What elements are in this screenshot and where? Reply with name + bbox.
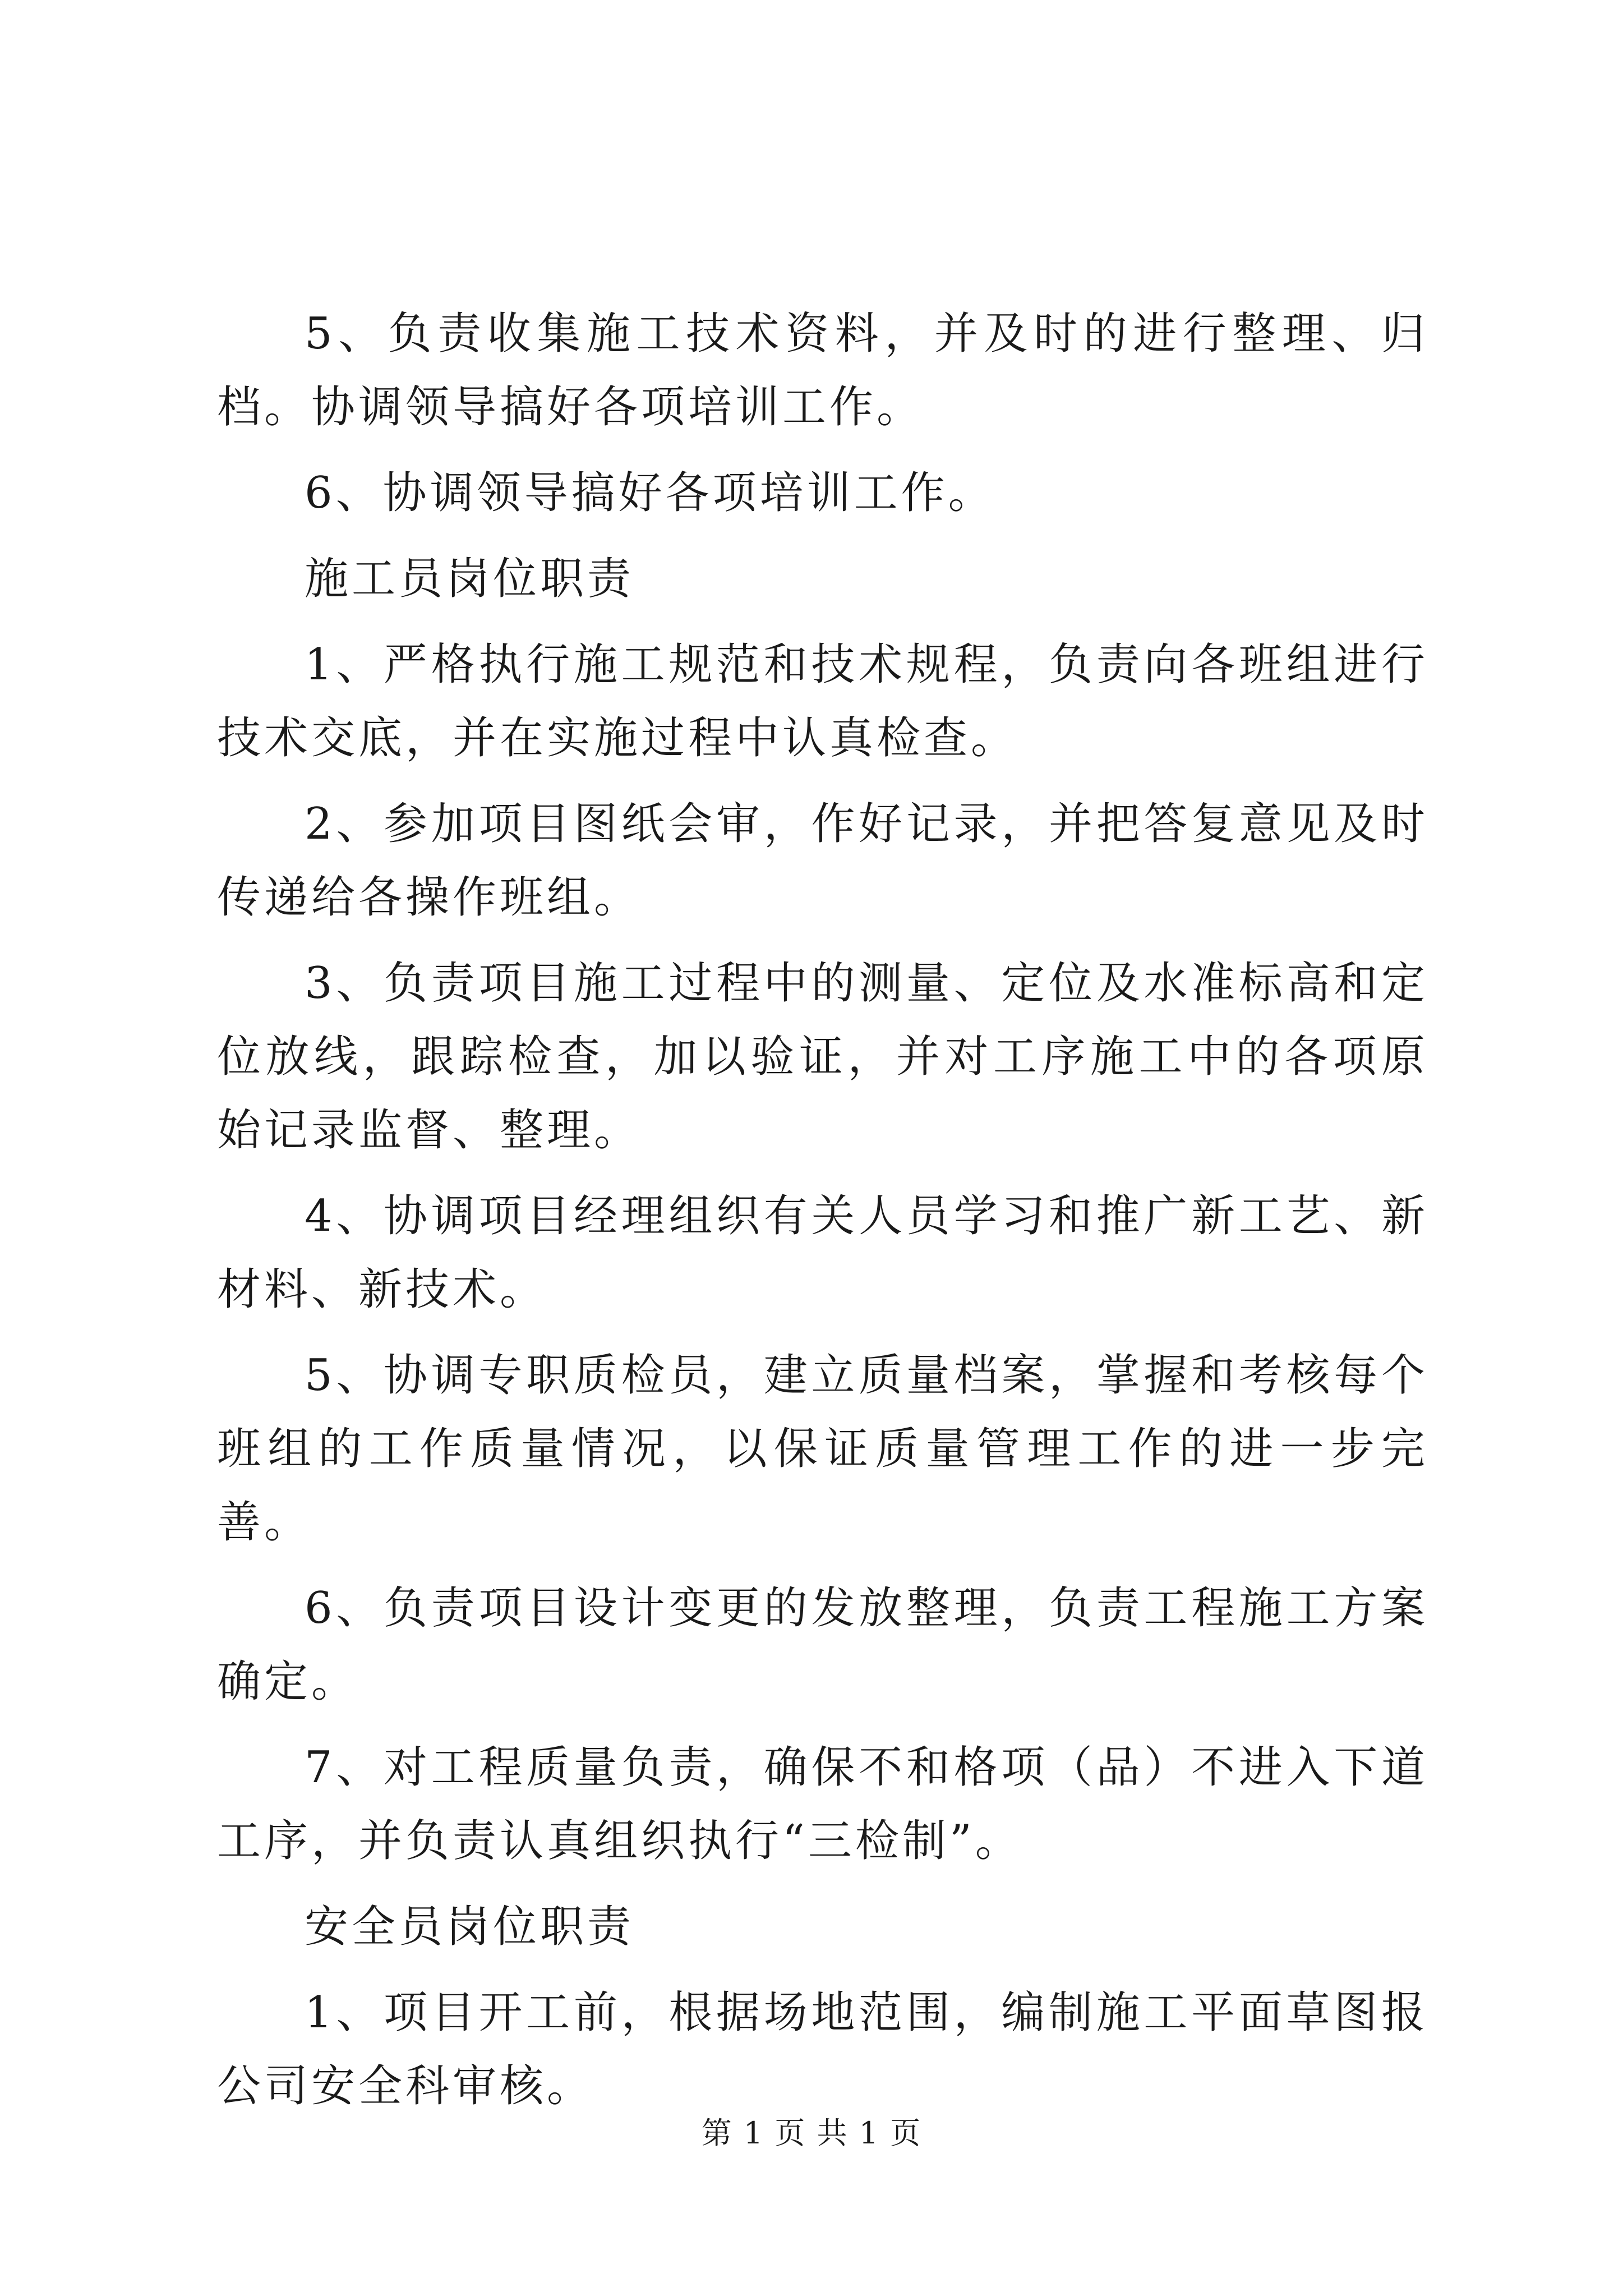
section-heading: 安全员岗位职责 [305, 1902, 635, 1952]
paragraph: 5、协调专职质检员，建立质量档案，掌握和考核每个班组的工作质量情况，以保证质量管理工作的进一步完善。 [217, 1350, 1428, 1548]
document-body [217, 297, 1428, 2136]
paragraph: 5、负责收集施工技术资料，并及时的进行整理、归档。协调领导搞好各项培训工作。 [217, 309, 1428, 432]
paragraph: 2、参加项目图纸会审，作好记录，并把答复意见及时传递给各操作班组。 [217, 799, 1428, 923]
paragraph: 6、负责项目设计变更的发放整理，负责工程施工方案确定。 [217, 1583, 1428, 1707]
paragraph: 6、协调领导搞好各项培训工作。 [305, 468, 995, 518]
paragraph: 1、项目开工前，根据场地范围，编制施工平面草图报公司安全科审核。 [217, 1987, 1428, 2111]
paragraph: 4、协调项目经理组织有关人员学习和推广新工艺、新材料、新技术。 [217, 1191, 1428, 1315]
paragraph: 7、对工程质量负责，确保不和格项（品）不进入下道工序，并负责认真组织执行“三检制”。 [217, 1742, 1428, 1866]
page-footer: 第 1 页 共 1 页 [701, 2115, 922, 2151]
paragraph: 1、严格执行施工规范和技术规程，负责向各班组进行技术交底，并在实施过程中认真检查。 [217, 639, 1428, 763]
paragraph: 3、负责项目施工过程中的测量、定位及水准标高和定位放线，跟踪检查，加以验证，并对工序施工中的各项原始记录监督、整理。 [217, 958, 1428, 1156]
section-heading: 施工员岗位职责 [305, 554, 635, 604]
